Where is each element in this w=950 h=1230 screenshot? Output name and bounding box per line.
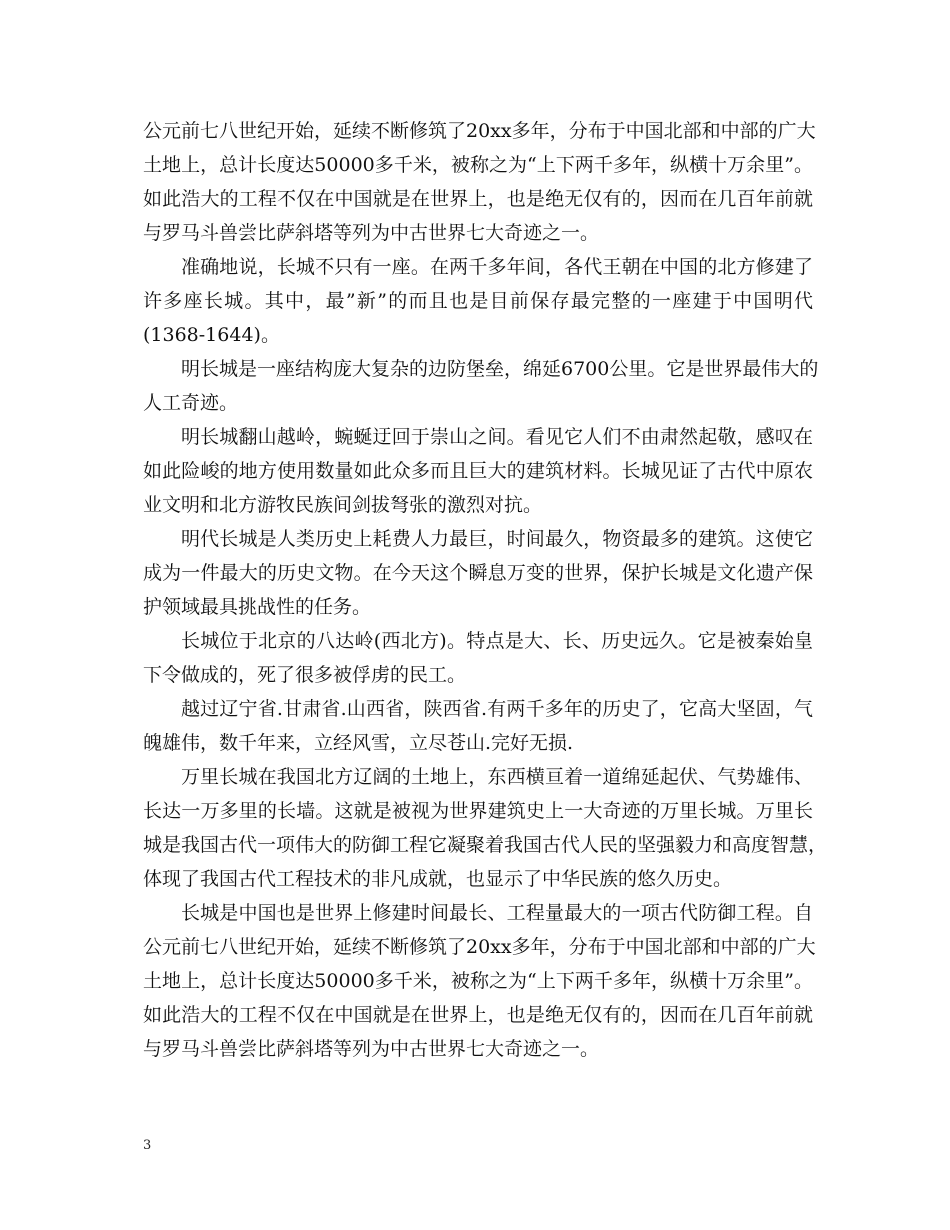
paragraph-start-line: 明长城是一座结构庞大复杂的边防堡垒，绵延6700公里。它是世界最伟大的 <box>181 358 819 380</box>
text-line: 公元前七八世纪开始，延续不断修筑了20xx多年，分布于中国北部和中部的广大 <box>143 120 816 142</box>
text-line: 成为一件最大的历史文物。在今天这个瞬息万变的世界，保护长城是文化遗产保 <box>143 562 813 584</box>
page-number: 3 <box>143 1138 152 1153</box>
text-line: 护领域最具挑战性的任务。 <box>143 596 372 618</box>
text-line: 下令做成的，死了很多被俘虏的民工。 <box>143 664 467 686</box>
text-line: 与罗马斗兽尝比萨斜塔等列为中古世界七大奇迹之一。 <box>143 1038 600 1060</box>
text-line: 城是我国古代一项伟大的防御工程它凝聚着我国古代人民的坚强毅力和高度智慧， <box>143 834 828 856</box>
text-line: 如此浩大的工程不仅在中国就是在世界上，也是绝无仅有的，因而在几百年前就 <box>143 188 813 210</box>
text-line: 土地上，总计长度达50000多千米，被称之为“上下两千多年，纵横十万余里”。 <box>143 154 813 176</box>
paragraph-start-line: 准确地说，长城不只有一座。在两千多年间，各代王朝在中国的北方修建了 <box>181 256 813 278</box>
paragraph-start-line: 明长城翻山越岭，蜿蜒迂回于崇山之间。看见它人们不由肃然起敬，感叹在 <box>181 426 813 448</box>
text-line: 如此浩大的工程不仅在中国就是在世界上，也是绝无仅有的，因而在几百年前就 <box>143 1004 813 1026</box>
paragraph-start-line: 万里长城在我国北方辽阔的土地上，东西横亘着一道绵延起伏、气势雄伟、 <box>181 766 813 788</box>
text-line: 人工奇迹。 <box>143 392 239 414</box>
text-line: 与罗马斗兽尝比萨斜塔等列为中古世界七大奇迹之一。 <box>143 222 600 244</box>
document-body <box>143 114 828 1066</box>
text-line: 土地上，总计长度达50000多千米，被称之为“上下两千多年，纵横十万余里”。 <box>143 970 813 992</box>
paragraph-start-line: 明代长城是人类历史上耗费人力最巨，时间最久，物资最多的建筑。这使它 <box>181 528 813 550</box>
text-line: 许多座长城。其中，最”新”的而且也是目前保存最完整的一座建于中国明代 <box>143 290 813 312</box>
paragraph-start-line: 长城位于北京的八达岭(西北方)。特点是大、长、历史远久。它是被秦始皇 <box>181 630 813 652</box>
paragraph-start-line: 长城是中国也是世界上修建时间最长、工程量最大的一项古代防御工程。自 <box>181 902 813 924</box>
paragraph-start-line: 越过辽宁省.甘肃省.山西省，陕西省.有两千多年的历史了，它高大坚固，气 <box>181 698 813 720</box>
text-line: 业文明和北方游牧民族间剑拔弩张的激烈对抗。 <box>143 494 543 516</box>
text-line: (1368-1644)。 <box>143 324 280 346</box>
text-line: 公元前七八世纪开始，延续不断修筑了20xx多年，分布于中国北部和中部的广大 <box>143 936 816 958</box>
text-line: 长达一万多里的长墙。这就是被视为世界建筑史上一大奇迹的万里长城。万里长 <box>143 800 813 822</box>
text-line: 如此险峻的地方使用数量如此众多而且巨大的建筑材料。长城见证了古代中原农 <box>143 460 813 482</box>
text-line: 体现了我国古代工程技术的非凡成就，也显示了中华民族的悠久历史。 <box>143 868 733 890</box>
text-line: 魄雄伟，数千年来，立经风雪，立尽苍山.完好无损. <box>143 732 574 754</box>
